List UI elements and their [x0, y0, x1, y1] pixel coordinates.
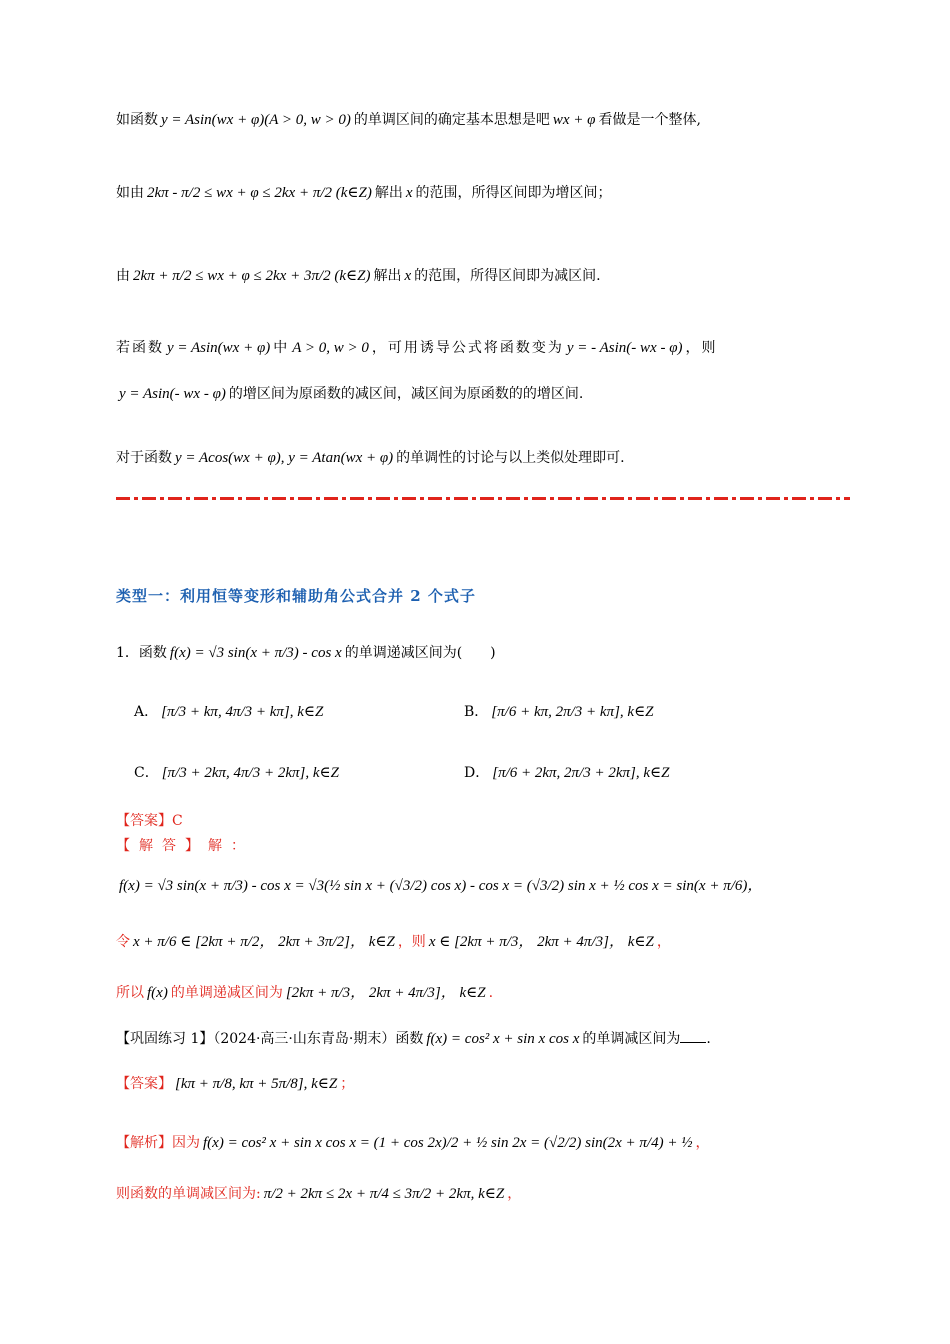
text: 则函数的单调减区间为: [116, 1186, 261, 1202]
text: 的增区间为原函数的减区间，减区间为原函数的的增区间. [228, 386, 584, 402]
text: 令 [116, 934, 130, 950]
text: 【解析】因为 [116, 1135, 200, 1151]
option-d [464, 763, 672, 783]
math: y = Asin(- wx - φ) [119, 386, 226, 402]
text: 的单调减区间为 [582, 1031, 681, 1047]
section-heading-type1: 类型一：利用恒等变形和辅助角公式合并 2 个式子 [116, 587, 476, 605]
text: 的范围，所得区间即为减区间. [414, 268, 601, 284]
math: f(x) = √3 sin(x + π/3) - cos x [169, 645, 342, 661]
text: 的单调递减区间为 [170, 985, 283, 1001]
option-c [134, 763, 342, 783]
math: [2kπ + π/3， 2kπ + 4π/3]， k∈Z [285, 985, 486, 1001]
text: ，则 [397, 934, 426, 950]
math: wx + φ [552, 112, 596, 128]
answer-blank [680, 1028, 706, 1043]
text: 1．函数 [116, 645, 167, 661]
intro-line-4 [116, 338, 718, 358]
math: [π/3 + 2kπ, 4π/3 + 2kπ], k∈Z [161, 765, 339, 781]
practice-1-stem [116, 1028, 711, 1049]
answer-line: 【答案】C [116, 813, 183, 829]
text: 中 [273, 340, 290, 356]
math: x ∈ [2kπ + π/3， 2kπ + 4π/3]， k∈Z [428, 934, 654, 950]
text: ， [656, 934, 671, 950]
text: ，则 [685, 340, 718, 356]
text: ，可用诱导公式将函数变为 [371, 340, 564, 356]
text: 的单调递减区间为( ) [344, 645, 496, 661]
text: 【答案】 [116, 1076, 172, 1092]
math: x + π/6 ∈ [2kπ + π/2， 2kπ + 3π/2]， k∈Z [133, 934, 395, 950]
option-b [464, 702, 657, 722]
math: f(x) = cos² x + sin x cos x = (1 + cos 2x)/2 + ½ sin 2x = (√2/2) sin(2x + π/4) + ½ [203, 1135, 693, 1151]
solution-line-2 [116, 932, 671, 952]
text: ， [507, 1186, 522, 1202]
text: . [488, 985, 494, 1001]
option-label: C． [134, 765, 159, 781]
text: ， [695, 1135, 710, 1151]
solution-line-3 [116, 983, 493, 1003]
text: 的单调性的讨论与以上类似处理即可. [396, 450, 625, 466]
text: 如由 [116, 185, 144, 201]
math: [kπ + π/8, kπ + 5π/8], k∈Z [175, 1076, 338, 1092]
practice-1-answer [116, 1074, 354, 1094]
math: 2kπ + π/2 ≤ wx + φ ≤ 2kx + 3π/2 (k∈Z) [133, 268, 371, 284]
math: f(x) = cos² x + sin x cos x [426, 1031, 580, 1047]
math: y = Asin(wx + φ) [167, 340, 271, 356]
question-1-stem [116, 643, 496, 663]
text: 解出 [374, 185, 403, 201]
math: A > 0, w > 0 [292, 340, 369, 356]
practice-1-analysis [116, 1133, 709, 1153]
math: f(x) [147, 985, 168, 1001]
dashed-divider [116, 497, 850, 500]
text: 所以 [116, 985, 144, 1001]
math: [π/6 + 2kπ, 2π/3 + 2kπ], k∈Z [492, 765, 670, 781]
option-label: A． [134, 704, 159, 720]
text: 看做是一个整体, [598, 112, 701, 128]
text: 解出 [373, 268, 402, 284]
solution-line-1 [116, 876, 765, 896]
math: x [405, 185, 413, 201]
option-label: B． [464, 704, 489, 720]
text: 的单调区间的确定基本思想是吧 [353, 112, 550, 128]
text: . [706, 1031, 711, 1047]
option-label: D． [464, 765, 490, 781]
math: x [404, 268, 412, 284]
math: f(x) = √3 sin(x + π/3) - cos x = √3(½ sin x + (√3/2) cos x) - cos x = (√3/2) sin x + ½ cos x = sin(x + π/6)， [119, 878, 763, 894]
text: 【巩固练习 1】（2024·高三·山东青岛·期末）函数 [116, 1031, 424, 1047]
practice-1-last [116, 1184, 521, 1204]
option-a [134, 702, 326, 722]
text: 对于函数 [116, 450, 172, 466]
intro-line-5 [116, 384, 583, 404]
intro-line-6 [116, 448, 625, 468]
text: 由 [116, 268, 130, 284]
intro-line-1 [116, 110, 701, 130]
text: 若函数 [116, 340, 164, 356]
math: π/2 + 2kπ ≤ 2x + π/4 ≤ 3π/2 + 2kπ, k∈Z [263, 1186, 505, 1202]
math: y = Asin(wx + φ)(A > 0, w > 0) [161, 112, 351, 128]
math: 2kπ - π/2 ≤ wx + φ ≤ 2kx + π/2 (k∈Z) [147, 185, 372, 201]
text: 的范围，所得区间即为增区间； [415, 185, 612, 201]
intro-line-2 [116, 183, 612, 203]
text: 如函数 [116, 112, 158, 128]
math: [π/6 + kπ, 2π/3 + kπ], k∈Z [491, 704, 654, 720]
intro-line-3 [116, 266, 601, 286]
analysis-head: 【解答】解： [116, 838, 254, 854]
math: [π/3 + kπ, 4π/3 + kπ], k∈Z [161, 704, 324, 720]
math: y = Acos(wx + φ), y = Atan(wx + φ) [175, 450, 394, 466]
text: ； [340, 1076, 355, 1092]
math: y = - Asin(- wx - φ) [566, 340, 683, 356]
